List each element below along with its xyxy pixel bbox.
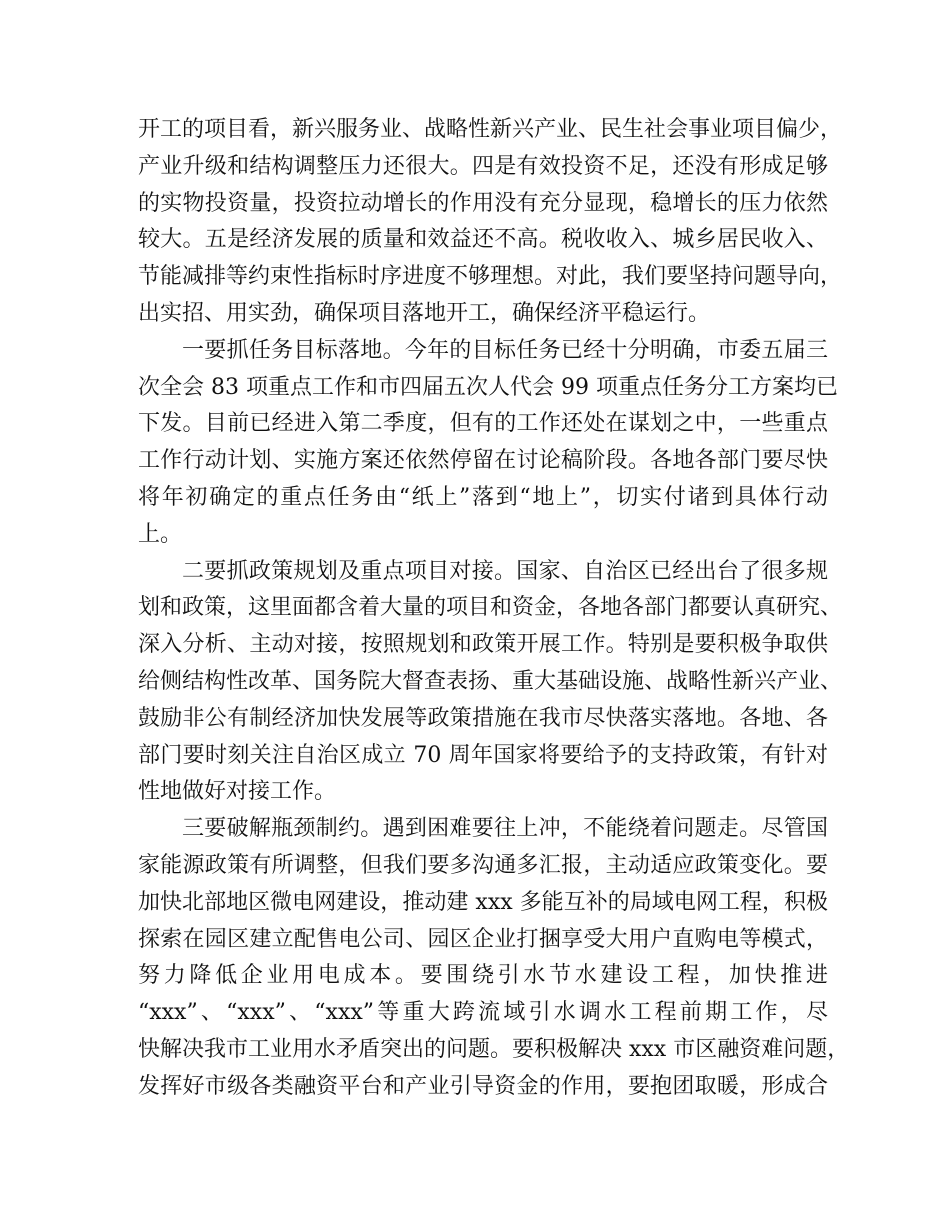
text-line: 下发。目前已经进入第二季度，但有的工作还处在谋划之中，一些重点 [138,411,828,437]
text-line: 上。 [138,521,183,547]
text-line: 次全会 83 项重点工作和市四届五次人代会 99 项重点任务分工方案均已 [138,374,838,400]
paragraph-first-line: 三要破解瓶颈制约。遇到困难要往上冲，不能绕着问题走。尽管国 [182,816,828,842]
text-line: 深入分析、主动对接，按照规划和政策开展工作。特别是要积极争取供 [138,632,828,658]
text-line: 开工的项目看，新兴服务业、战略性新兴产业、民生社会事业项目偏少， [138,117,843,142]
text-line: 将年初确定的重点任务由“纸上”落到“地上”，切实付诸到具体行动 [138,484,828,510]
text-line: 给侧结构性改革、国务院大督查表扬、重大基础设施、战略性新兴产业、 [138,668,843,694]
text-line: 探索在园区建立配售电公司、园区企业打捆享受大用户直购电等模式， [138,926,828,952]
text-line: 节能减排等约束性指标时序进度不够理想。对此，我们要坚持问题导向， [138,264,843,290]
text-line: 部门要时刻关注自治区成立 70 周年国家将要给予的支持政策，有针对 [138,742,828,768]
paragraph-first-line: 一要抓任务目标落地。今年的目标任务已经十分明确，市委五届三 [182,337,828,363]
text-line: 快解决我市工业用水矛盾突出的问题。要积极解决 xxx 市区融资难问题， [138,1036,850,1062]
text-line: 鼓励非公有制经济加快发展等政策措施在我市尽快落实落地。各地、各 [138,705,828,731]
text-line: 的实物投资量，投资拉动增长的作用没有充分显现，稳增长的压力依然 [138,190,828,216]
text-line: 较大。五是经济发展的质量和效益还不高。税收收入、城乡居民收入、 [138,227,828,253]
text-line: 划和政策，这里面都含着大量的项目和资金，各地各部门都要认真研究、 [138,595,843,621]
text-line: 努力降低企业用电成本。要围绕引水节水建设工程，加快推进 [138,963,828,989]
paragraph-first-line: 二要抓政策规划及重点项目对接。国家、自治区已经出台了很多规 [182,558,828,584]
text-line: 性地做好对接工作。 [138,779,337,805]
text-line: 产业升级和结构调整压力还很大。四是有效投资不足，还没有形成足够 [138,153,828,179]
text-line: 发挥好市级各类融资平台和产业引导资金的作用，要抱团取暖，形成合 [138,1073,828,1099]
text-line: 家能源政策有所调整，但我们要多沟通多汇报，主动适应政策变化。要 [138,852,828,878]
text-line: 加快北部地区微电网建设，推动建 xxx 多能互补的局域电网工程，积极 [138,889,828,915]
text-line: 工作行动计划、实施方案还依然停留在讨论稿阶段。各地各部门要尽快 [138,448,828,474]
text-line: 出实招、用实劲，确保项目落地开工，确保经济平稳运行。 [138,300,711,326]
text-line: “xxx”、“xxx”、“xxx”等重大跨流域引水调水工程前期工作，尽 [138,1000,828,1026]
body-text [138,112,850,1106]
